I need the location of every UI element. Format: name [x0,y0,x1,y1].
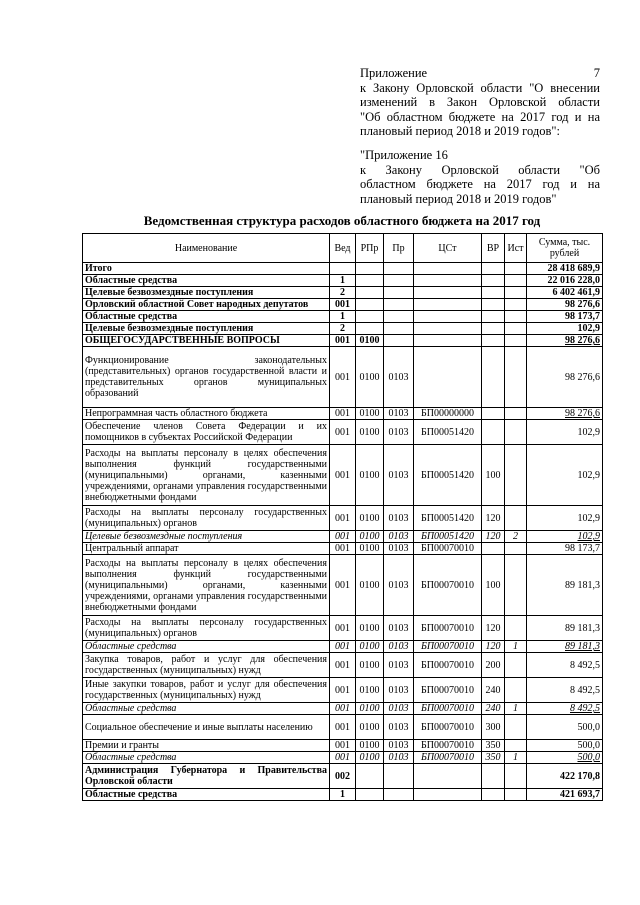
cell-name: Закупка товаров, работ и услуг для обеспечения государственных (муниципальных) нужд [83,653,330,678]
cell-vr [482,335,505,347]
table-row [83,789,603,801]
table-row [83,445,603,506]
header-line: областном бюджете на 2017 год и на [360,177,600,191]
cell-sum: 8 492,5 [527,678,603,703]
cell-rpr [356,323,384,335]
cell-pr [384,299,414,311]
cell-ved: 2 [330,287,356,299]
cell-pr: 0103 [384,506,414,531]
cell-rpr: 0100 [356,555,384,616]
cell-pr [384,311,414,323]
cell-name: Премии и гранты [83,740,330,752]
cell-cst: БП00051420 [414,531,482,543]
cell-sum: 8 492,5 [527,653,603,678]
cell-name: Областные средства [83,275,330,287]
header-line: плановый период 2018 и 2019 годов" [360,191,557,206]
table-row [83,555,603,616]
cell-rpr [356,275,384,287]
cell-ist [505,263,527,275]
cell-sum: 102,9 [527,445,603,506]
budget-structure-table [82,233,603,801]
table-row [83,543,603,555]
table-row [83,335,603,347]
cell-cst [414,263,482,275]
cell-pr [384,287,414,299]
cell-pr [384,335,414,347]
cell-ist [505,323,527,335]
col-sum-header: Сумма, тыс. рублей [527,234,603,263]
table-row [83,408,603,420]
cell-rpr: 0100 [356,335,384,347]
cell-ved: 001 [330,752,356,764]
header-line: "Приложение 16 [360,148,448,162]
cell-rpr: 0100 [356,616,384,641]
cell-ved [330,263,356,275]
cell-vr: 100 [482,555,505,616]
cell-rpr [356,263,384,275]
cell-sum: 89 181,3 [527,641,603,653]
cell-sum: 422 170,8 [527,764,603,789]
cell-vr: 240 [482,678,505,703]
cell-pr: 0103 [384,703,414,715]
cell-cst [414,335,482,347]
table-row [83,420,603,445]
cell-name: Расходы на выплаты персоналу в целях обеспечения выполнения функций государственными (муниципальными) органами, казенными учреждениями, органами управления государственными внебюджетными фондами [83,555,330,616]
cell-ved: 001 [330,678,356,703]
cell-rpr: 0100 [356,740,384,752]
table-row [83,641,603,653]
cell-cst: БП00070010 [414,678,482,703]
cell-cst [414,287,482,299]
appendix-7-header [360,66,600,139]
cell-pr [384,789,414,801]
cell-ist [505,347,527,408]
appendix-16-header [360,148,600,206]
cell-rpr [356,287,384,299]
cell-ved: 001 [330,506,356,531]
cell-ved: 001 [330,740,356,752]
cell-cst: БП00070010 [414,740,482,752]
cell-ist [505,445,527,506]
cell-vr [482,275,505,287]
cell-sum: 8 492,5 [527,703,603,715]
cell-sum: 500,0 [527,740,603,752]
cell-pr [384,764,414,789]
cell-vr [482,323,505,335]
cell-rpr [356,299,384,311]
cell-vr [482,311,505,323]
cell-sum: 28 418 689,9 [527,263,603,275]
cell-rpr: 0100 [356,752,384,764]
cell-cst: БП00051420 [414,506,482,531]
cell-name: Целевые безвозмездные поступления [83,531,330,543]
table-row [83,263,603,275]
cell-cst [414,323,482,335]
cell-ist [505,789,527,801]
cell-cst: БП00070010 [414,641,482,653]
table-row [83,299,603,311]
cell-ist [505,740,527,752]
cell-name: Расходы на выплаты персоналу государственных (муниципальных) органов [83,616,330,641]
cell-ved: 001 [330,555,356,616]
cell-pr: 0103 [384,653,414,678]
cell-name: Областные средства [83,752,330,764]
cell-pr: 0103 [384,678,414,703]
table-row [83,715,603,740]
cell-rpr: 0100 [356,678,384,703]
header-line: к Закону Орловской области "О внесении [360,80,600,95]
table-row [83,740,603,752]
cell-sum: 500,0 [527,715,603,740]
cell-sum: 89 181,3 [527,616,603,641]
cell-name: Областные средства [83,703,330,715]
col-ved-header: Вед [330,234,356,263]
cell-rpr: 0100 [356,347,384,408]
cell-name: Обеспечение членов Совета Федерации и их помощников в субъектах Российской Федерации [83,420,330,445]
cell-sum: 98 173,7 [527,543,603,555]
cell-ist [505,543,527,555]
cell-ved: 001 [330,616,356,641]
header-line: "Об областном бюджете на 2017 год и на [360,109,600,124]
cell-ist [505,764,527,789]
cell-rpr: 0100 [356,543,384,555]
cell-cst: БП00000000 [414,408,482,420]
cell-cst: БП00051420 [414,420,482,445]
cell-ist: 1 [505,752,527,764]
cell-name: Иные закупки товаров, работ и услуг для обеспечения государственных (муниципальных) нужд [83,678,330,703]
cell-ist [505,420,527,445]
cell-pr: 0103 [384,347,414,408]
cell-vr: 120 [482,531,505,543]
cell-ist [505,299,527,311]
cell-vr [482,299,505,311]
cell-rpr: 0100 [356,531,384,543]
cell-name: Областные средства [83,641,330,653]
cell-pr [384,263,414,275]
cell-rpr: 0100 [356,445,384,506]
table-row [83,616,603,641]
cell-ved: 2 [330,323,356,335]
col-rpr-header: РПр [356,234,384,263]
cell-rpr: 0100 [356,653,384,678]
cell-vr: 120 [482,506,505,531]
cell-rpr: 0100 [356,703,384,715]
cell-sum: 102,9 [527,531,603,543]
cell-rpr: 0100 [356,408,384,420]
cell-vr: 300 [482,715,505,740]
cell-rpr [356,789,384,801]
header-line: Приложение 7 [360,66,600,80]
table-row [83,764,603,789]
cell-name: ОБЩЕГОСУДАРСТВЕННЫЕ ВОПРОСЫ [83,335,330,347]
cell-sum: 22 016 228,0 [527,275,603,287]
cell-sum: 500,0 [527,752,603,764]
cell-sum: 98 276,6 [527,408,603,420]
table-row [83,678,603,703]
cell-ved: 1 [330,275,356,287]
cell-sum: 98 276,6 [527,299,603,311]
cell-name: Центральный аппарат [83,543,330,555]
cell-vr: 350 [482,752,505,764]
cell-ist: 2 [505,531,527,543]
cell-cst: БП00070010 [414,653,482,678]
cell-cst [414,789,482,801]
cell-ved: 1 [330,311,356,323]
cell-vr: 350 [482,740,505,752]
cell-pr: 0103 [384,555,414,616]
cell-sum: 98 276,6 [527,347,603,408]
cell-name: Итого [83,263,330,275]
cell-rpr: 0100 [356,715,384,740]
cell-cst: БП00070010 [414,543,482,555]
cell-ved: 001 [330,531,356,543]
cell-cst [414,347,482,408]
cell-name: Расходы на выплаты персоналу в целях обеспечения выполнения функций государственными (муниципальными) органами, казенными учреждениями, органами управления государственными внебюджетными фондами [83,445,330,506]
cell-sum: 421 693,7 [527,789,603,801]
cell-ist [505,335,527,347]
cell-pr: 0103 [384,616,414,641]
cell-ist [505,653,527,678]
cell-pr [384,323,414,335]
cell-ved: 002 [330,764,356,789]
col-pr-header: Пр [384,234,414,263]
cell-cst: БП00070010 [414,752,482,764]
cell-rpr: 0100 [356,506,384,531]
cell-cst: БП00070010 [414,555,482,616]
table-row [83,287,603,299]
header-line: к Закону Орловской области "Об [360,162,600,177]
cell-ist [505,506,527,531]
cell-name: Социальное обеспечение и иные выплаты населению [83,715,330,740]
cell-vr [482,263,505,275]
cell-ved: 1 [330,789,356,801]
col-vr-header: ВР [482,234,505,263]
cell-ved: 001 [330,408,356,420]
cell-ved: 001 [330,335,356,347]
cell-cst [414,275,482,287]
header-line: изменений в Закон Орловской области [360,95,600,109]
table-row [83,653,603,678]
cell-ist [505,275,527,287]
cell-name: Областные средства [83,311,330,323]
col-ist-header: Ист [505,234,527,263]
cell-name: Целевые безвозмездные поступления [83,323,330,335]
cell-vr: 240 [482,703,505,715]
table-header-row [83,234,603,263]
cell-pr: 0103 [384,543,414,555]
table-row [83,323,603,335]
cell-rpr [356,764,384,789]
cell-vr [482,420,505,445]
cell-vr [482,347,505,408]
cell-sum: 98 276,6 [527,335,603,347]
cell-ist [505,715,527,740]
cell-cst [414,299,482,311]
table-row [83,275,603,287]
cell-ved: 001 [330,445,356,506]
cell-ist [505,287,527,299]
cell-rpr [356,311,384,323]
cell-ved: 001 [330,347,356,408]
cell-cst: БП00070010 [414,715,482,740]
cell-vr [482,789,505,801]
cell-pr: 0103 [384,752,414,764]
document-title: Ведомственная структура расходов областного бюджета на 2017 год [143,213,541,228]
table-row [83,311,603,323]
cell-pr: 0103 [384,715,414,740]
cell-ist [505,311,527,323]
cell-pr: 0103 [384,740,414,752]
cell-name: Целевые безвозмездные поступления [83,287,330,299]
cell-sum: 98 173,7 [527,311,603,323]
cell-ist [505,616,527,641]
cell-sum: 89 181,3 [527,555,603,616]
cell-sum: 6 402 461,9 [527,287,603,299]
cell-name: Функционирование законодательных (представительных) органов государственной власти и представительных органов муниципальных образований [83,347,330,408]
cell-vr: 120 [482,616,505,641]
cell-cst: БП00051420 [414,445,482,506]
cell-ist: 1 [505,703,527,715]
cell-ved: 001 [330,299,356,311]
cell-pr: 0103 [384,531,414,543]
cell-ved: 001 [330,641,356,653]
cell-ved: 001 [330,543,356,555]
cell-pr: 0103 [384,408,414,420]
cell-ist [505,408,527,420]
cell-pr: 0103 [384,641,414,653]
cell-name: Расходы на выплаты персоналу государственных (муниципальных) органов [83,506,330,531]
cell-vr [482,764,505,789]
header-line: плановый период 2018 и 2019 годов": [360,124,560,138]
cell-ved: 001 [330,715,356,740]
table-row [83,752,603,764]
cell-cst: БП00070010 [414,616,482,641]
table-row [83,703,603,715]
table-row [83,531,603,543]
cell-vr [482,287,505,299]
cell-name: Администрация Губернатора и Правительства Орловской области [83,764,330,789]
cell-name: Непрограммная часть областного бюджета [83,408,330,420]
cell-vr [482,543,505,555]
cell-ist: 1 [505,641,527,653]
cell-cst [414,311,482,323]
cell-rpr: 0100 [356,641,384,653]
cell-pr [384,275,414,287]
cell-name: Орловский областной Совет народных депутатов [83,299,330,311]
col-cst-header: ЦСт [414,234,482,263]
cell-sum: 102,9 [527,323,603,335]
cell-ved: 001 [330,653,356,678]
cell-cst: БП00070010 [414,703,482,715]
cell-vr: 100 [482,445,505,506]
cell-vr: 200 [482,653,505,678]
cell-name: Областные средства [83,789,330,801]
cell-vr: 120 [482,641,505,653]
cell-vr [482,408,505,420]
cell-sum: 102,9 [527,506,603,531]
cell-ist [505,555,527,616]
cell-ist [505,678,527,703]
cell-rpr: 0100 [356,420,384,445]
cell-sum: 102,9 [527,420,603,445]
table-row [83,506,603,531]
cell-pr: 0103 [384,445,414,506]
col-name-header: Наименование [83,234,330,263]
cell-ved: 001 [330,703,356,715]
cell-cst [414,764,482,789]
table-row [83,347,603,408]
cell-ved: 001 [330,420,356,445]
cell-pr: 0103 [384,420,414,445]
